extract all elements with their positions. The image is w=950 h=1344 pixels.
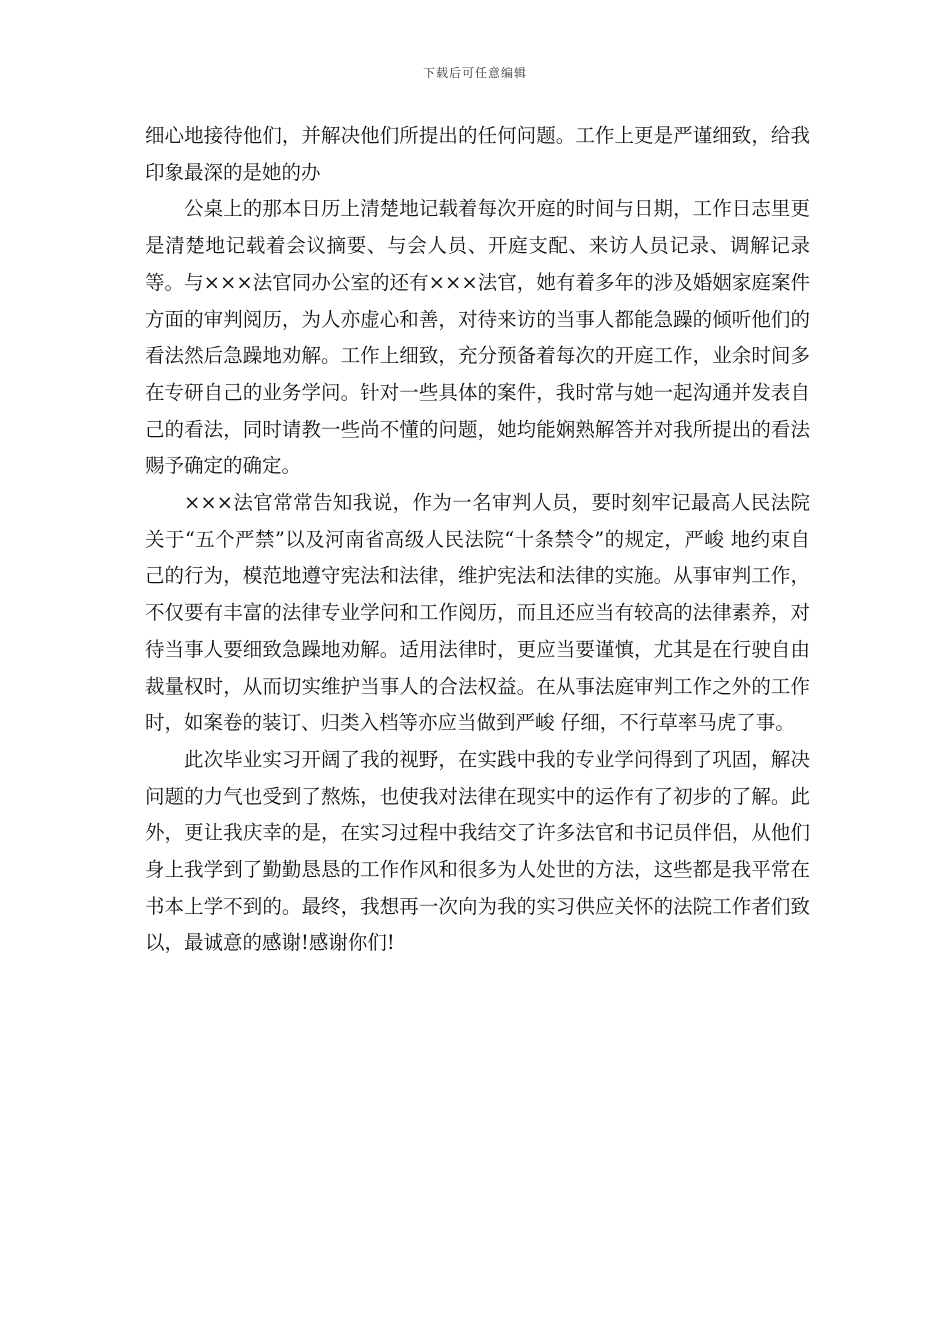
paragraph-continued: 细心地接待他们，并解决他们所提出的任何问题。工作上更是严谨细致，给我印象最深的是她的办 bbox=[145, 124, 810, 184]
page-header-note: 下载后可任意编辑 bbox=[422, 66, 527, 80]
paragraph: 此次毕业实习开阔了我的视野，在实践中我的专业学问得到了巩固，解决问题的力气也受到了熬炼，也使我对法律在现实中的运作有了初步的了解。此外，更让我庆幸的是，在实习过程中我结交了许多法官和书记员伴侣，从他们身上我学到了勤勤恳恳的工作作风和很多为人处世的方法，这些都是我平常在书本上学不到的。最终，我想再一次向为我的实习供应关怀的法院工作者们致以，最诚意的感谢!感谢你们! bbox=[145, 747, 810, 955]
document-body bbox=[145, 118, 810, 962]
paragraph: 公桌上的那本日历上清楚地记载着每次开庭的时间与日期，工作日志里更是清楚地记载着会议摘要、与会人员、开庭支配、来访人员记录、调解记录等。与×××法官同办公室的还有×××法官，她有着多年的涉及婚姻家庭案件方面的审判阅历，为人亦虚心和善，对待来访的当事人都能急躁的倾听他们的看法然后急躁地劝解。工作上细致，充分预备着每次的开庭工作，业余时间多在专研自己的业务学问。针对一些具体的案件，我时常与她一起沟通并发表自己的看法，同时请教一些尚不懂的问题，她均能娴熟解答并对我所提出的看法赐予确定的确定。 bbox=[145, 197, 810, 478]
paragraph: ×××法官常常告知我说，作为一名审判人员，要时刻牢记最高人民法院关于“五个严禁”以及河南省高级人民法院“十条禁令”的规定，严峻 地约束自己的行为，模范地遵守宪法和法律，维护宪法和法律的实施。从事审判工作，不仅要有丰富的法律专业学问和工作阅历，而且还应当有较高的法律素养，对待当事人要细致急躁地劝解。适用法律时，更应当要谨慎，尤其是在行驶自由裁量权时，从而切实维护当事人的合法权益。在从事法庭审判工作之外的工作时，如案卷的装订、归类入档等亦应当做到严峻 仔细，不行草率马虎了事。 bbox=[145, 491, 810, 735]
